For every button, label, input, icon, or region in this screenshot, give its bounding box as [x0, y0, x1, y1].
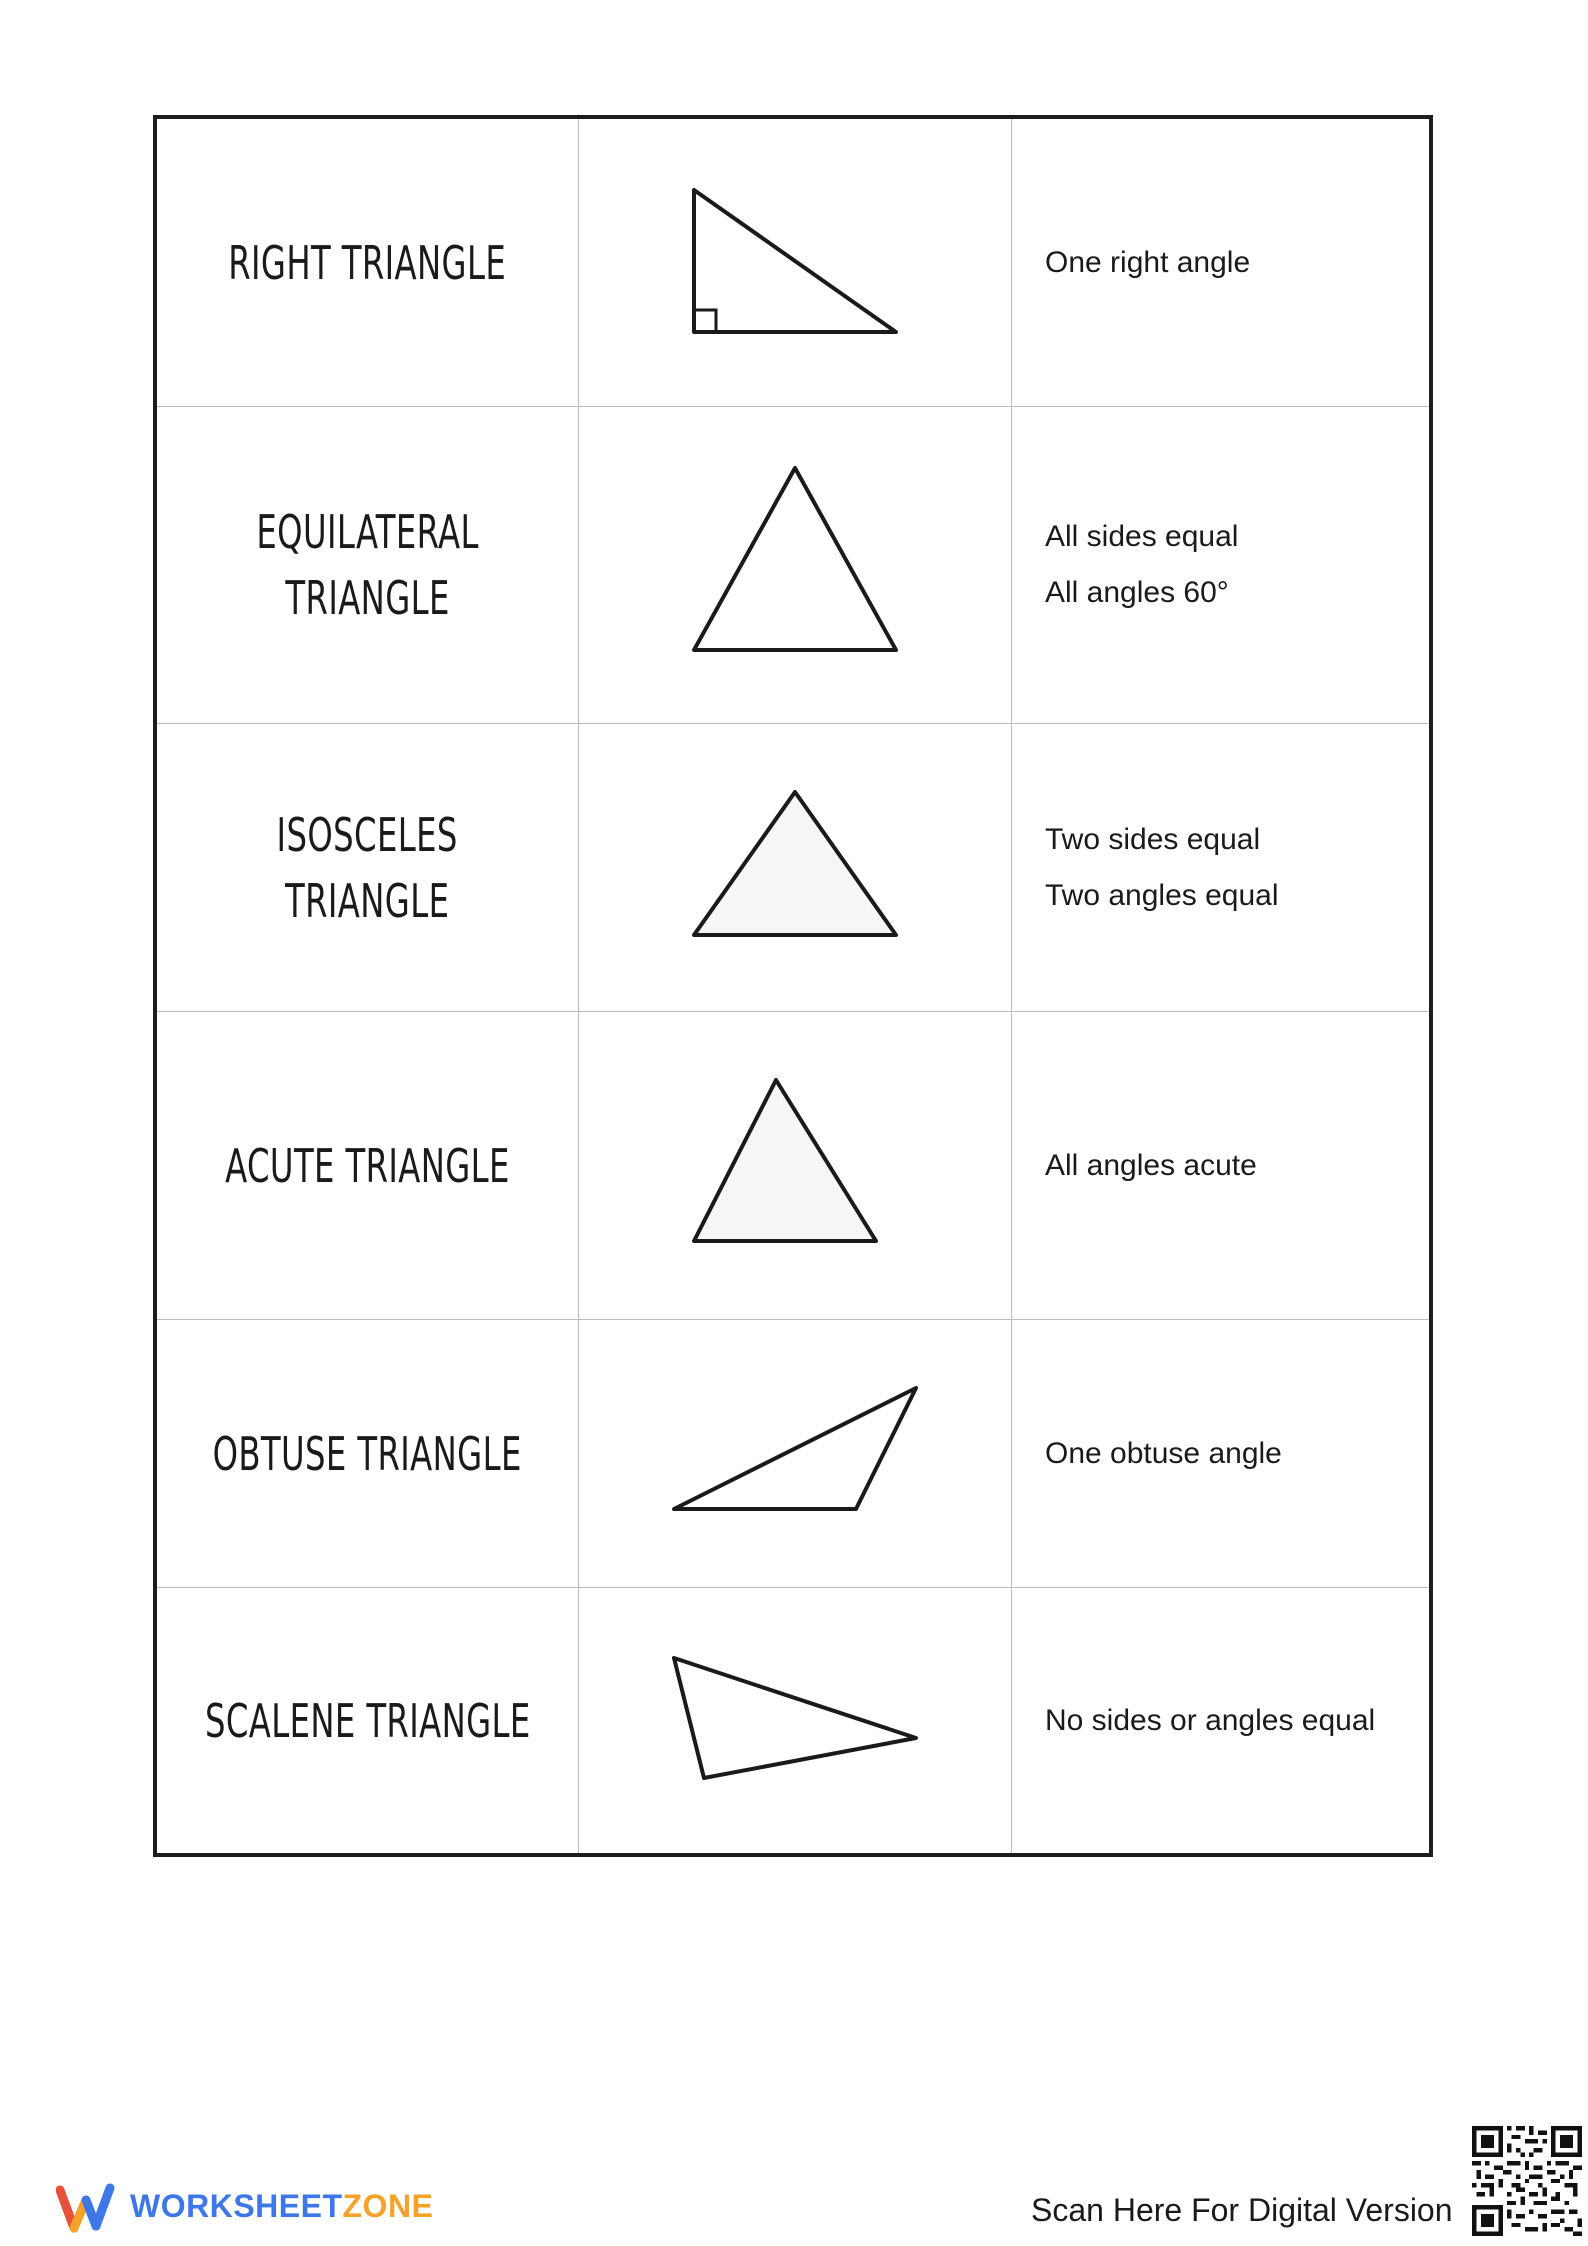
- triangle-name-cell: [157, 1320, 579, 1587]
- triangle-name-cell: [157, 1012, 579, 1319]
- table-row: [157, 407, 1429, 724]
- table-row: [157, 1012, 1429, 1320]
- description-line: Two sides equal: [1045, 822, 1261, 856]
- triangle-description-cell: [1012, 407, 1429, 723]
- triangle-name: OBTUSE TRIANGLE: [212, 1426, 523, 1481]
- worksheetzone-logo: [56, 2180, 436, 2236]
- scan-instruction: Scan Here For Digital Version: [1031, 2192, 1453, 2228]
- description-line: All angles 60°: [1045, 576, 1229, 609]
- isosceles-triangle-icon: [579, 724, 1012, 1011]
- equilateral-triangle-icon: [579, 407, 1012, 723]
- triangle-types-table: [153, 115, 1433, 1857]
- triangle-description-cell: [1012, 1320, 1429, 1587]
- isosceles-triangle-icon: [579, 724, 1011, 1011]
- triangle-name-cell: [157, 407, 579, 723]
- triangle-description-cell: [1012, 1012, 1429, 1319]
- table-row: [157, 1320, 1429, 1588]
- acute-triangle-icon: [579, 1012, 1011, 1319]
- table-row: [157, 724, 1429, 1012]
- triangle-name: TRIANGLE: [285, 571, 450, 625]
- description-line: One obtuse angle: [1045, 1436, 1282, 1470]
- equilateral-triangle-icon: [579, 407, 1011, 723]
- acute-triangle-icon: [579, 1012, 1012, 1319]
- obtuse-triangle-icon: [579, 1320, 1012, 1587]
- description-line: One right angle: [1045, 245, 1251, 279]
- obtuse-triangle-icon: [579, 1320, 1011, 1587]
- qr-code-icon[interactable]: [1472, 2126, 1582, 2236]
- triangle-name: ACUTE TRIANGLE: [225, 1138, 510, 1193]
- worksheetzone-logo-icon: [56, 2180, 116, 2236]
- triangle-name: SCALENE TRIANGLE: [204, 1693, 531, 1748]
- scalene-triangle-icon: [579, 1588, 1011, 1853]
- triangle-description-cell: [1012, 119, 1429, 406]
- table-row: [157, 119, 1429, 407]
- right-triangle-icon: [579, 119, 1011, 406]
- right-triangle-icon: [579, 119, 1012, 406]
- triangle-name: EQUILATERAL: [256, 505, 479, 559]
- description-line: All angles acute: [1045, 1148, 1257, 1182]
- table-row: [157, 1588, 1429, 1853]
- triangle-name-cell: [157, 1588, 579, 1853]
- triangle-name: RIGHT TRIANGLE: [228, 235, 507, 290]
- brand-name: [130, 2188, 433, 2225]
- triangle-description-cell: [1012, 724, 1429, 1011]
- description-line: No sides or angles equal: [1045, 1703, 1376, 1737]
- description-line: All sides equal: [1045, 520, 1239, 553]
- brand-name-part2: ZONE: [342, 2188, 434, 2224]
- triangle-name-cell: [157, 119, 579, 406]
- triangle-name: ISOSCELES: [276, 807, 459, 862]
- triangle-description-cell: [1012, 1588, 1429, 1853]
- triangle-name: TRIANGLE: [285, 873, 450, 928]
- triangle-name-cell: [157, 724, 579, 1011]
- brand-name-part1: WORKSHEET: [130, 2188, 343, 2224]
- scalene-triangle-icon: [579, 1588, 1012, 1853]
- description-line: Two angles equal: [1045, 878, 1279, 912]
